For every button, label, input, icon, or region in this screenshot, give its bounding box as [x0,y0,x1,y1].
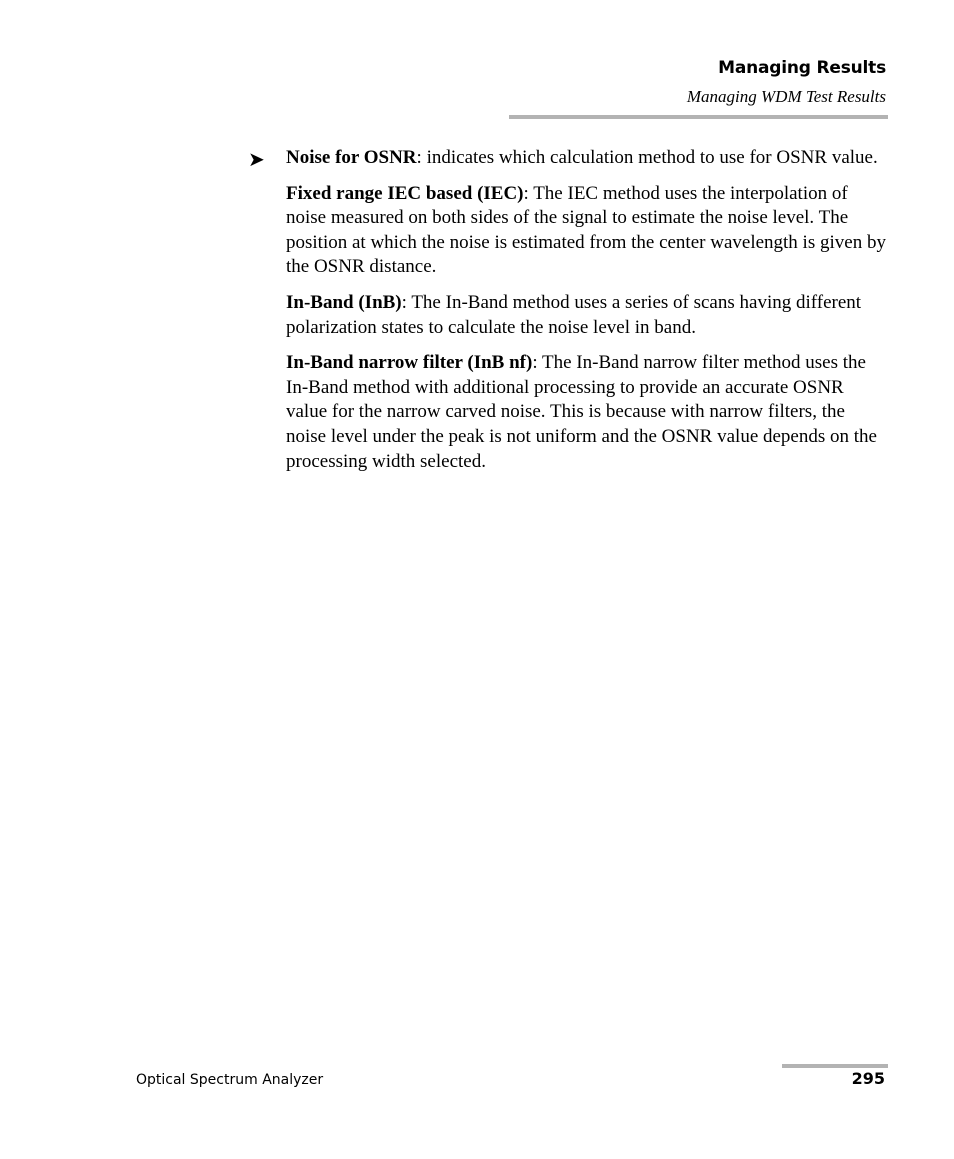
arrow-bullet-icon: ➤ [248,149,265,171]
footer-product-name: Optical Spectrum Analyzer [136,1072,324,1088]
option-inband [286,291,886,340]
option-iec [286,182,886,280]
chapter-title: Managing Results [718,58,886,78]
option-description: : The IEC method uses the interpolation of noise measured on both sides of the signal to estimate the noise level. The position at which the noise is estimated from the center wavelength is given by the OSNR distance. [286,182,886,278]
option-term: Fixed range IEC based (IEC) [286,182,524,204]
bullet-item-noise-for-osnr [248,146,886,171]
header-divider [509,115,888,119]
bullet-description: : indicates which calculation method to use for OSNR value. [416,147,878,168]
bullet-term: Noise for OSNR [286,147,417,168]
section-title: Managing WDM Test Results [686,87,886,106]
option-description: : The In-Band method uses a series of scans having different polarization states to calculate the noise level in band. [286,291,862,338]
main-content [248,146,886,485]
option-term: In-Band (InB) [286,291,402,313]
option-term: In-Band narrow filter (InB nf) [286,352,533,374]
page-number: 295 [851,1069,885,1088]
running-header [687,56,886,110]
option-description: : The In-Band narrow filter method uses the In-Band method with additional processing to provide an accurate OSNR value for the narrow carved noise. This is because with narrow filters, the noise level under the peak is not uniform and the OSNR value depends on the processing width selected. [286,352,877,472]
option-inband-narrow-filter [286,351,886,474]
